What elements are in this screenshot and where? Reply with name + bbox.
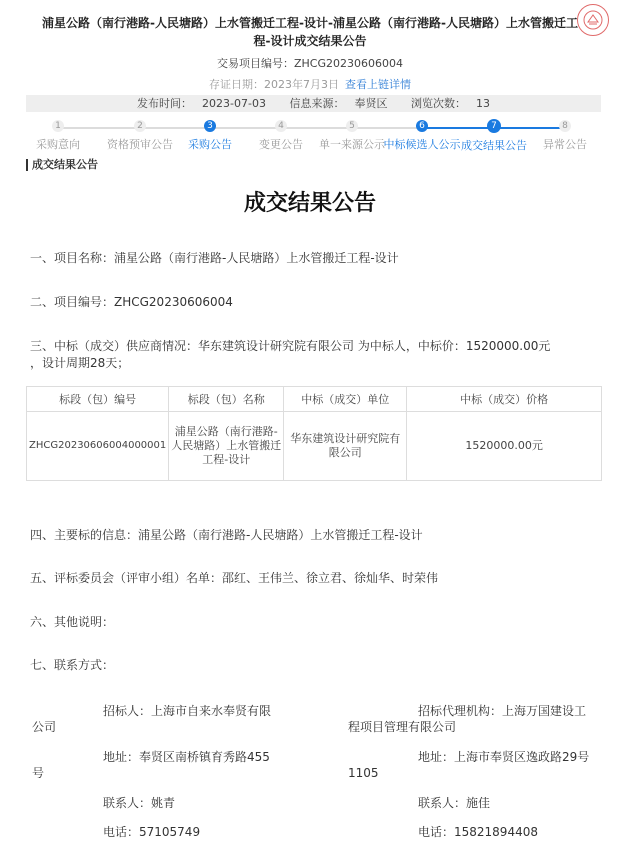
project-name: 一、项目名称：浦星公路（南行港路-人民塘路）上水管搬迁工程-设计 — [30, 251, 399, 265]
table-cell: ZHCG20230606004000001 — [27, 412, 169, 481]
agency-address-wrap: 1105 — [348, 766, 379, 780]
step-procurement-notice[interactable]: 3 采购公告 — [188, 121, 232, 151]
info-bar — [26, 95, 601, 112]
tenderer-address-wrap: 号 — [32, 766, 45, 780]
results-table — [26, 386, 602, 481]
tenderer-contact-person: 联系人：姚青 — [103, 796, 176, 810]
table-header-row — [27, 387, 602, 412]
committee-list: 五、评标委员会（评审小组）名单：邵红、王伟兰、徐立君、徐灿华、时荣伟 — [30, 571, 439, 585]
step-single-source[interactable]: 5 单一来源公示 — [319, 121, 385, 151]
agency-name-wrap: 程项目管理有限公司 — [348, 720, 457, 734]
table-cell: 华东建筑设计研究院有限公司 — [284, 412, 407, 481]
chain-detail-link[interactable]: 查看上链详情 — [345, 78, 411, 91]
subject-info: 四、主要标的信息：浦星公路（南行港路-人民塘路）上水管搬迁工程-设计 — [30, 528, 423, 542]
supplier-info: 三、中标（成交）供应商情况：华东建筑设计研究院有限公司 为中标人，中标价：1520000.00元 ，设计周期28天； — [30, 339, 551, 370]
storage-date-label: 存证日期： — [209, 78, 264, 91]
step-candidate-notice[interactable]: 6 中标候选人公示 — [383, 121, 461, 151]
table-cell: 浦星公路（南行港路-人民塘路）上水管搬迁工程-设计 — [169, 412, 284, 481]
table-header: 标段（包）名称 — [169, 387, 284, 412]
storage-date-value: 2023年7月3日 — [264, 78, 339, 91]
publish-time: 发布时间： 2023-07-03 — [137, 97, 266, 110]
trade-number — [0, 55, 620, 71]
table-header: 标段（包）编号 — [27, 387, 169, 412]
agency-contact-person: 联系人：施佳 — [418, 796, 491, 810]
announcement-title: 浦星公路（南行港路-人民塘路）上水管搬迁工程-设计-浦星公路（南行港路-人民塘路）上水管搬迁工程-设计成交结果公告 — [42, 16, 578, 48]
tenderer-phone: 电话：57105749 — [103, 825, 201, 839]
tenderer-name: 招标人：上海市自来水奉贤有限 — [103, 704, 272, 718]
agency-name: 招标代理机构：上海万国建设工 — [418, 704, 587, 718]
tenderer-name-wrap: 公司 — [32, 720, 57, 734]
storage-date — [0, 76, 620, 92]
section-tag: 成交结果公告 — [26, 159, 98, 171]
seal-stamp-icon — [577, 4, 609, 36]
agency-phone: 电话：15821894408 — [418, 825, 538, 839]
document-title: 成交结果公告 — [243, 191, 376, 216]
agency-address: 地址：上海市奉贤区逸政路29号 — [418, 750, 590, 764]
other-notes: 六、其他说明： — [30, 615, 115, 629]
step-result-notice[interactable]: 7 成交结果公告 — [461, 121, 527, 152]
view-count: 浏览次数： 13 — [410, 97, 490, 110]
tenderer-address: 地址：奉贤区南桥镇育秀路455 — [103, 750, 270, 764]
table-row — [27, 412, 602, 481]
contact-heading: 七、联系方式： — [30, 658, 115, 672]
table-header: 中标（成交）单位 — [284, 387, 407, 412]
step-exception-notice[interactable]: 8 异常公告 — [543, 121, 587, 151]
trade-number-value: ZHCG20230606004 — [294, 57, 403, 70]
step-change-notice[interactable]: 4 变更公告 — [259, 121, 303, 151]
project-number: 二、项目编号：ZHCG20230606004 — [30, 295, 233, 309]
table-header: 中标（成交）价格 — [407, 387, 602, 412]
info-source: 信息来源： 奉贤区 — [289, 97, 388, 110]
table-cell: 1520000.00元 — [407, 412, 602, 481]
trade-number-label: 交易项目编号： — [217, 57, 294, 70]
step-prequalification[interactable]: 2 资格预审公告 — [107, 121, 173, 151]
step-purchase-intent[interactable]: 1 采购意向 — [36, 121, 80, 151]
